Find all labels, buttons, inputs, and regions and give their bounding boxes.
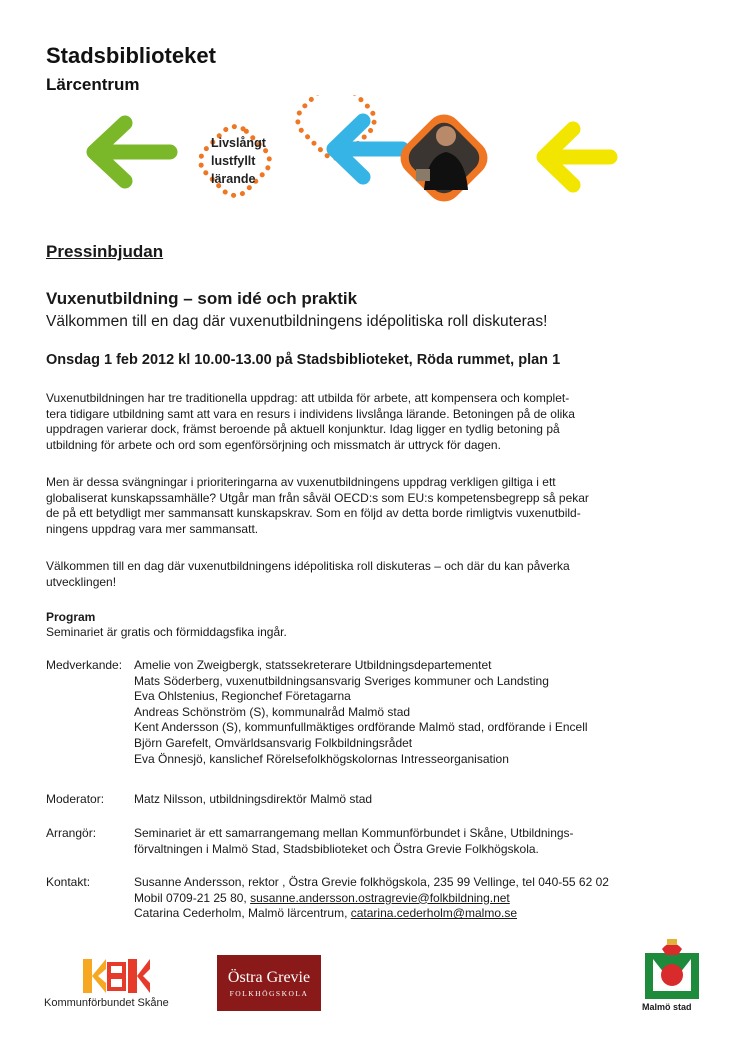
malmo-logo-text: Malmö stad bbox=[642, 1002, 692, 1012]
body-paragraph-3: Välkommen till en dag där vuxenutbildningens idépolitiska roll diskuteras – och där du kan påverka utvecklingen! bbox=[46, 559, 570, 589]
list-item: Eva Ohlstenius, Regionchef Företagarna bbox=[134, 689, 351, 704]
body-paragraph-1: Vuxenutbildningen har tre traditionella uppdrag: att utbilda för arbete, att kompensera och komplet- tera tidigare utbildning samt att vara en resurs i individens livslånga lärande. Betoningen på de olika uppdragen varierar dock, främst beroende på aktuell konjunktur. Idag ligger en tydlig betoning på utbildning för arbete och ord som egenförsörjning och missmatch är uttryck för dagen. bbox=[46, 391, 575, 452]
bubble-line-3: lärande bbox=[211, 172, 256, 186]
ksk-logo-text: Kommunförbundet Skåne bbox=[44, 997, 169, 1009]
photo-diamond bbox=[393, 107, 495, 209]
participants-list bbox=[134, 658, 654, 767]
event-date-line: Onsdag 1 feb 2012 kl 10.00-13.00 på Stadsbiblioteket, Röda rummet, plan 1 bbox=[46, 352, 561, 368]
page-title: Stadsbiblioteket bbox=[46, 43, 216, 68]
contact-value: Susanne Andersson, rektor , Östra Grevie folkhögskola, 235 99 Vellinge, tel 040-55 62 02 Mobil 0709-21 25 80, susanne.andersson.ostragrevie@folkbildning.net Catarina Cederholm, Malmö lärcentrum, catarina.cederholm@malmo.se bbox=[134, 875, 609, 921]
green-arrow-icon bbox=[94, 123, 170, 181]
blue-arrow-icon bbox=[334, 121, 402, 177]
malmo-crest-icon bbox=[643, 935, 701, 1001]
og-logo-school: FOLKHÖGSKOLA bbox=[229, 988, 309, 998]
ksk-logo-icon bbox=[80, 957, 152, 995]
event-title: Vuxenutbildning – som idé och praktik bbox=[46, 289, 358, 308]
og-logo-name: Östra Grevie bbox=[227, 968, 311, 986]
email-link-catarina[interactable]: catarina.cederholm@malmo.se bbox=[350, 906, 517, 921]
participants-label: Medverkande: bbox=[46, 658, 123, 672]
yellow-arrow-icon bbox=[544, 129, 610, 185]
contact-label: Kontakt: bbox=[46, 875, 91, 889]
press-invite-label: Pressinbjudan bbox=[46, 242, 164, 261]
email-link-susanne[interactable]: susanne.andersson.ostragrevie@folkbildning.net bbox=[250, 890, 510, 905]
organizer-label: Arrangör: bbox=[46, 826, 97, 840]
organizer-value: Seminariet är ett samarrangemang mellan Kommunförbundet i Skåne, Utbildnings- förvaltningen i Malmö Stad, Stadsbiblioteket och Östra Grevie Folkhögskola. bbox=[134, 826, 574, 856]
list-item: Andreas Schönström (S), kommunalråd Malmö stad bbox=[134, 704, 411, 719]
list-item: Kent Andersson (S), kommunfullmäktiges ordförande Malmö stad, ordförande i Encell bbox=[134, 720, 588, 735]
bubble-line-1: Livslångt bbox=[211, 136, 266, 150]
body-paragraph-2: Men är dessa svängningar i prioriteringarna av vuxenutbildningens uppdrag verkligen giltiga i ett globaliserat kunskapssamhälle? Utgår man från såväl OECD:s som EU:s kompetensbegrepp så pekar de på ett betydligt mer sammansatt kunskapskrav. Som en följd av detta borde rimligtvis vuxenutbild- ningens uppdrag vara mer sammansatt. bbox=[46, 475, 589, 536]
person-head-icon bbox=[436, 126, 456, 146]
program-note: Seminariet är gratis och förmiddagsfika ingår. bbox=[46, 625, 287, 639]
list-item: Amelie von Zweigbergk, statssekreterare Utbildningsdepartementet bbox=[134, 658, 492, 672]
banner-graphic bbox=[80, 95, 620, 230]
event-subtitle: Välkommen till en dag där vuxenutbildningens idépolitiska roll diskuteras! bbox=[46, 313, 548, 330]
list-item: Mats Söderberg, vuxenutbildningsansvarig Sveriges kommuner och Landsting bbox=[134, 673, 549, 688]
list-item: Eva Önnesjö, kanslichef Rörelsefolkhögskolornas Intresseorganisation bbox=[134, 751, 509, 766]
bubble-line-2: lustfyllt bbox=[211, 154, 256, 168]
program-heading: Program bbox=[46, 610, 96, 624]
page-subtitle: Lärcentrum bbox=[46, 75, 140, 94]
list-item: Björn Garefelt, Omvärldsansvarig Folkbildningsrådet bbox=[134, 735, 413, 750]
moderator-label: Moderator: bbox=[46, 792, 105, 806]
ostra-grevie-logo bbox=[217, 955, 321, 1011]
moderator-value: Matz Nilsson, utbildningsdirektör Malmö stad bbox=[134, 792, 373, 806]
